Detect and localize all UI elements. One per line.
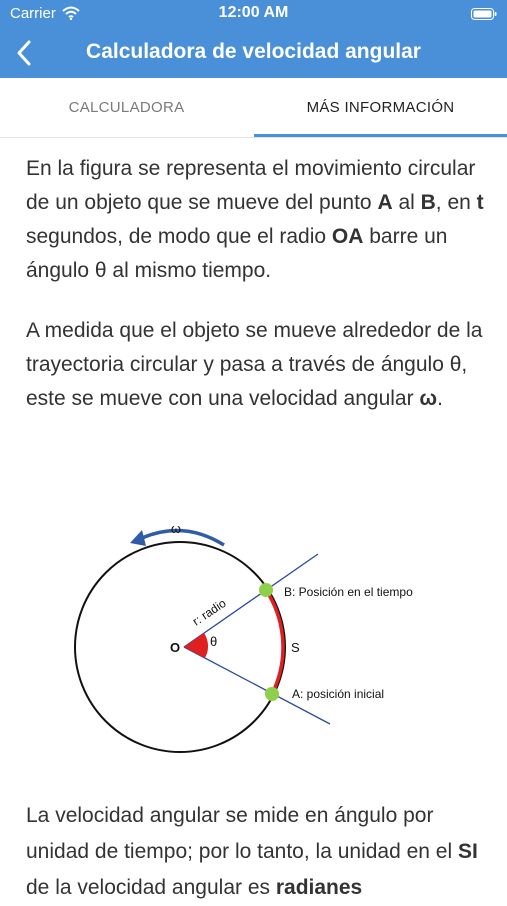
point-b [259, 583, 273, 597]
p1-bold-oa: OA [331, 225, 364, 248]
p1-bold-t: t [476, 191, 484, 214]
tab-calculadora[interactable]: CALCULADORA [68, 99, 185, 116]
carrier-label: Carrier [10, 5, 56, 22]
battery-icon [471, 8, 497, 20]
omega-label: ω [170, 521, 182, 536]
info-content [26, 152, 491, 416]
omega-arrowhead-icon [130, 530, 146, 546]
status-time: 12:00 AM [218, 4, 289, 21]
point-a [265, 687, 279, 701]
point-b-label: B: Posición en el tiempo [284, 585, 413, 599]
center-label: O [170, 640, 181, 655]
p3-text-2: de la velocidad angular es [26, 876, 276, 899]
point-a-label: A: posición inicial [292, 687, 385, 701]
p3-bold-si: SI [457, 840, 478, 863]
status-bar [0, 0, 507, 28]
p1-text-5: barre un ángulo θ al mismo tiempo. [26, 225, 448, 282]
angular-velocity-diagram [60, 512, 460, 762]
paragraph-2 [26, 314, 491, 416]
p2-text-1: A medida que el objeto se mueve alrededor de la trayectoria circular y pasa a través de ángulo θ, este se mueve con una velocidad angular [26, 319, 483, 410]
p3-text-1: La velocidad angular se mide en ángulo por unidad de tiempo; por lo tanto, la unidad en el [26, 804, 458, 863]
p1-bold-b: B [420, 191, 436, 214]
p3-bold-radianes: radianes [275, 876, 363, 899]
navigation-bar [0, 28, 507, 78]
paragraph-3 [26, 798, 496, 906]
radius-label: r: radio [189, 595, 229, 629]
theta-label: θ [210, 634, 218, 649]
p2-text-2: . [437, 387, 444, 410]
ray-oa [184, 647, 330, 724]
p1-bold-a: A [377, 191, 393, 214]
p1-text-2: al [392, 191, 421, 214]
paragraph-1 [26, 152, 491, 288]
arc-length-label: S [291, 640, 300, 655]
page-title: Calculadora de velocidad angular [86, 40, 421, 63]
ray-ob [184, 554, 318, 647]
tabs-divider [0, 137, 507, 138]
p1-text-1: En la figura se representa el movimiento circular de un objeto que se mueve del punto [26, 157, 476, 214]
angle-theta-wedge [184, 633, 208, 658]
p1-text-4: segundos, de modo que el radio [26, 225, 332, 248]
p2-bold-omega: ω [419, 387, 438, 410]
p1-text-3: , en [435, 191, 477, 214]
tab-mas-informacion[interactable]: MÁS INFORMACIÓN [306, 99, 455, 116]
tab-bar [0, 78, 507, 138]
